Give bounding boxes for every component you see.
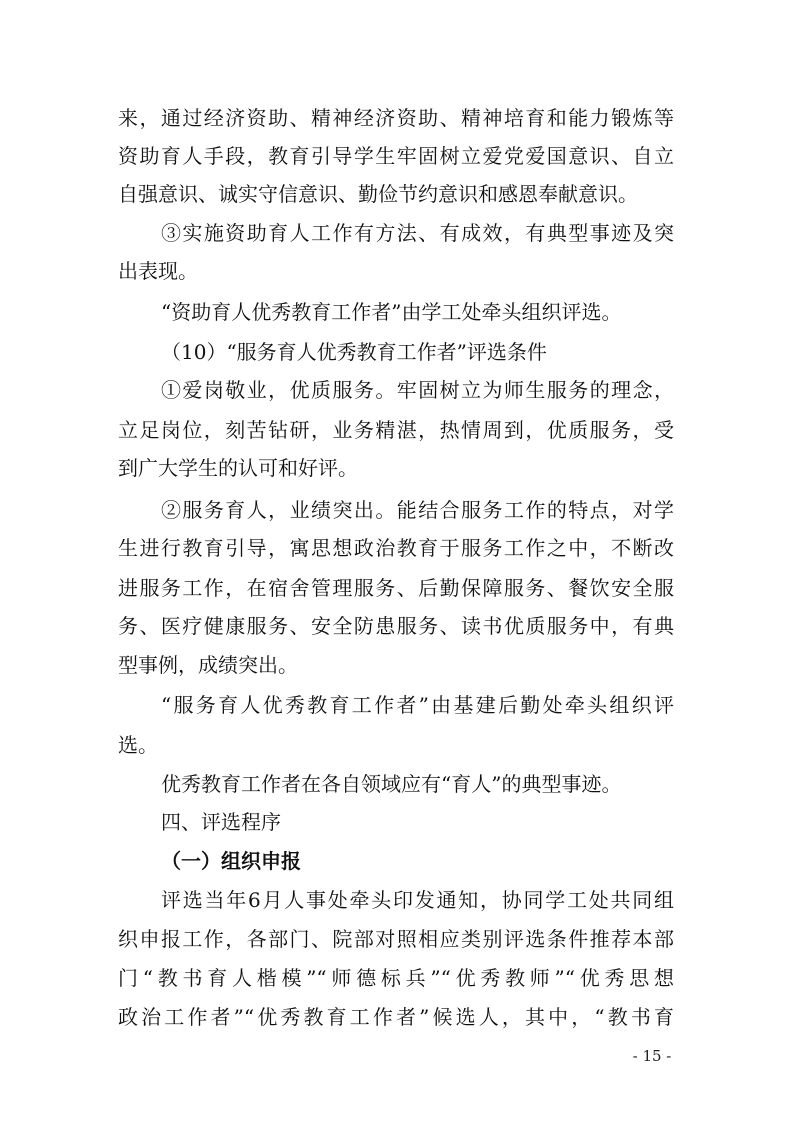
paragraph-line: “资助育人优秀教育工作者”由学工处牵头组织评选。: [161, 300, 622, 324]
paragraph-line: 立足岗位，刻苦钻研，业务精湛，热情周到，优质服务，受: [118, 418, 674, 442]
page-number: - 15 -: [632, 1047, 672, 1065]
paragraph-line: 门“教书育人楷模”“师德标兵”“优秀教师”“优秀思想: [118, 966, 674, 990]
paragraph-line: ①爱岗敬业，优质服务。牢固树立为师生服务的理念，: [161, 378, 674, 402]
paragraph-line: 出表现。: [118, 259, 198, 283]
paragraph-line: 优秀教育工作者在各自领域应有“育人”的典型事迹。: [161, 772, 622, 796]
paragraph-line: 来，通过经济资助、精神经济资助、精神培育和能力锻炼等: [118, 106, 674, 130]
subsection-heading: （一）组织申报: [161, 849, 301, 873]
paragraph-line: 政治工作者”“优秀教育工作者”候选人，其中，“教书育: [118, 1005, 674, 1029]
section-title: （10）“服务育人优秀教育工作者”评选条件: [161, 340, 547, 364]
paragraph-line: 生进行教育引导，寓思想政治教育于服务工作之中，不断改: [118, 536, 674, 560]
paragraph-line: ③实施资助育人工作有方法、有成效，有典型事迹及突: [161, 221, 674, 245]
paragraph-line: “服务育人优秀教育工作者”由基建后勤处牵头组织评: [161, 693, 674, 717]
paragraph-line: 选。: [118, 733, 158, 757]
section-heading: 四、评选程序: [161, 810, 281, 834]
paragraph-line: 织申报工作，各部门、院部对照相应类别评选条件推荐本部: [118, 927, 674, 951]
paragraph-line: 自强意识、诚实守信意识、勤俭节约意识和感恩奉献意识。: [118, 182, 638, 206]
paragraph-line: 型事例，成绩突出。: [118, 653, 298, 677]
paragraph-line: 到广大学生的认可和好评。: [118, 456, 358, 480]
paragraph-line: 进服务工作，在宿舍管理服务、后勤保障服务、餐饮安全服: [118, 576, 674, 600]
paragraph-line: ②服务育人，业绩突出。能结合服务工作的特点，对学: [161, 498, 674, 522]
paragraph-line: 评选当年6月人事处牵头印发通知，协同学工处共同组: [161, 888, 674, 912]
paragraph-line: 资助育人手段，教育引导学生牢固树立爱党爱国意识、自立: [118, 144, 674, 168]
paragraph-line: 务、医疗健康服务、安全防患服务、读书优质服务中，有典: [118, 614, 674, 638]
